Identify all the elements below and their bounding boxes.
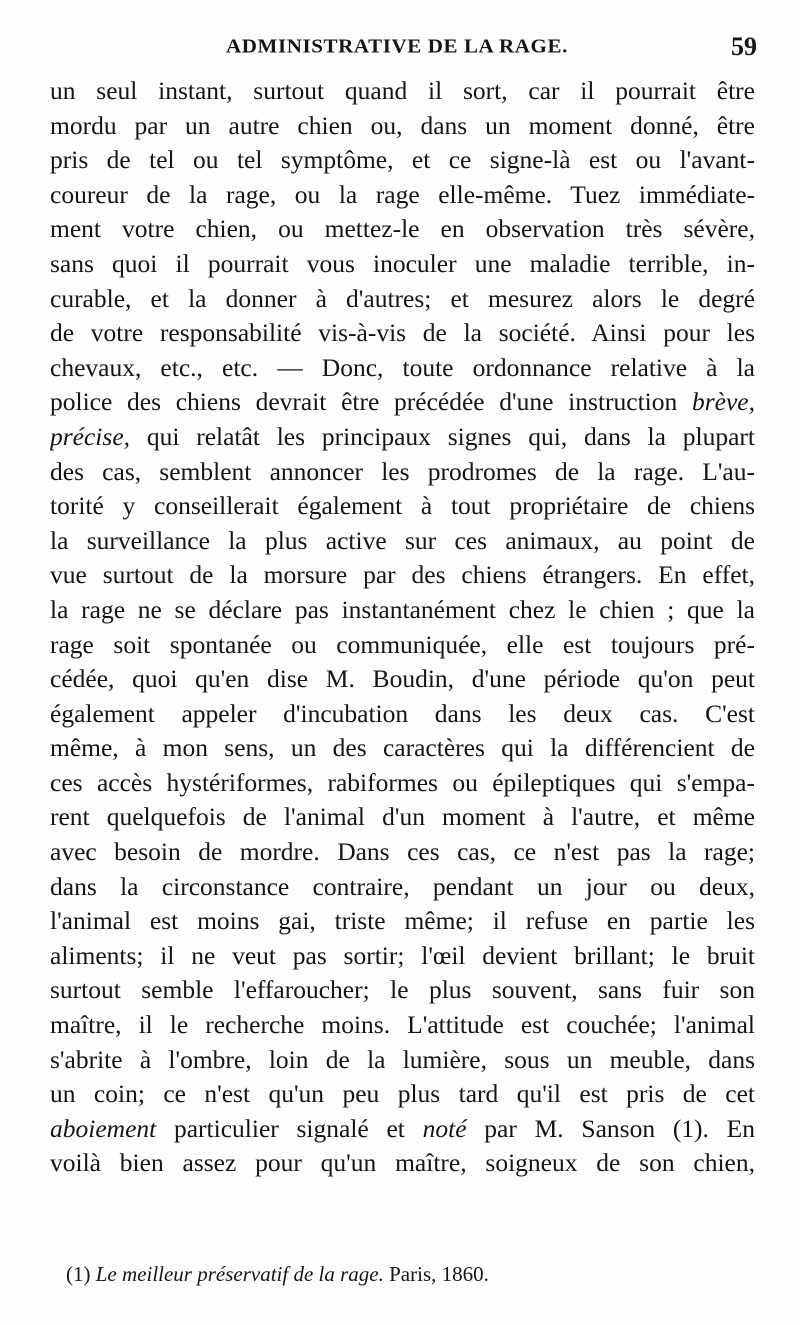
text-line: surtout semble l'effaroucher; le plus souvent, sans fuir son [50,975,755,1005]
text-line: ment votre chien, ou mettez-le en observation très sévère, [50,214,755,244]
body-text [50,74,755,1181]
text-line: rent quelquefois de l'animal d'un moment à l'autre, et même [50,802,755,832]
text-line: même, à mon sens, un des caractères qui la différencient de [50,733,755,763]
text-line: mordu par un autre chien ou, dans un moment donné, être [50,110,755,140]
text-line: s'abrite à l'ombre, loin de la lumière, sous un meuble, dans [50,1044,755,1074]
text-line: coureur de la rage, ou la rage elle-même. Tuez immédiate- [50,179,755,209]
text-line: la surveillance la plus active sur ces animaux, au point de [50,525,755,555]
running-title: ADMINISTRATIVE DE LA RAGE. [226,34,568,58]
text-line: dans la circonstance contraire, pendant un jour ou deux, [50,871,755,901]
text-line: des cas, semblent annoncer les prodromes de la rage. L'au- [50,456,755,486]
text-line: de votre responsabilité vis-à-vis de la société. Ainsi pour les [50,318,755,348]
text-line: rage soit spontanée ou communiquée, elle est toujours pré- [50,629,755,659]
text-line: également appeler d'incubation dans les deux cas. C'est [50,698,755,728]
text-line: curable, et la donner à d'autres; et mesurez alors le degré [50,283,755,313]
text-line: police des chiens devrait être précédée d'une instruction brève, [50,387,755,417]
text-line: voilà bien assez pour qu'un maître, soigneux de son chien, [50,1148,755,1178]
text-line: aboiement particulier signalé et noté par M. Sanson (1). En [50,1113,755,1143]
text-line: l'animal est moins gai, triste même; il refuse en partie les [50,906,755,936]
page-number: 59 [731,32,757,61]
page-header [50,30,755,70]
footnote-place-year: Paris, 1860. [389,1262,489,1286]
text-line: torité y conseillerait également à tout propriétaire de chiens [50,491,755,521]
text-line: pris de tel ou tel symptôme, et ce signe-là est ou l'avant- [50,145,755,175]
text-line: vue surtout de la morsure par des chiens étrangers. En effet, [50,560,755,590]
text-line: la rage ne se déclare pas instantanément chez le chien ; que la [50,594,755,624]
text-line: chevaux, etc., etc. — Donc, toute ordonnance relative à la [50,352,755,382]
text-line: un coin; ce n'est qu'un peu plus tard qu'il est pris de cet [50,1079,755,1109]
text-line: ces accès hystériformes, rabiformes ou épileptiques qui s'empa- [50,767,755,797]
footnote [66,1262,489,1287]
text-line: avec besoin de mordre. Dans ces cas, ce n'est pas la rage; [50,837,755,867]
text-line: précise, qui relatât les principaux signes qui, dans la plupart [50,421,755,451]
text-line: cédée, quoi qu'en dise M. Boudin, d'une période qu'on peut [50,664,755,694]
footnote-title: Le meilleur préservatif de la rage. [95,1262,384,1286]
text-line: un seul instant, surtout quand il sort, car il pourrait être [50,76,755,105]
text-line: maître, il le recherche moins. L'attitude est couchée; l'animal [50,1010,755,1040]
text-line: aliments; il ne veut pas sortir; l'œil devient brillant; le bruit [50,940,755,970]
text-line: sans quoi il pourrait vous inoculer une maladie terrible, in- [50,248,755,278]
footnote-marker: (1) [66,1262,91,1286]
